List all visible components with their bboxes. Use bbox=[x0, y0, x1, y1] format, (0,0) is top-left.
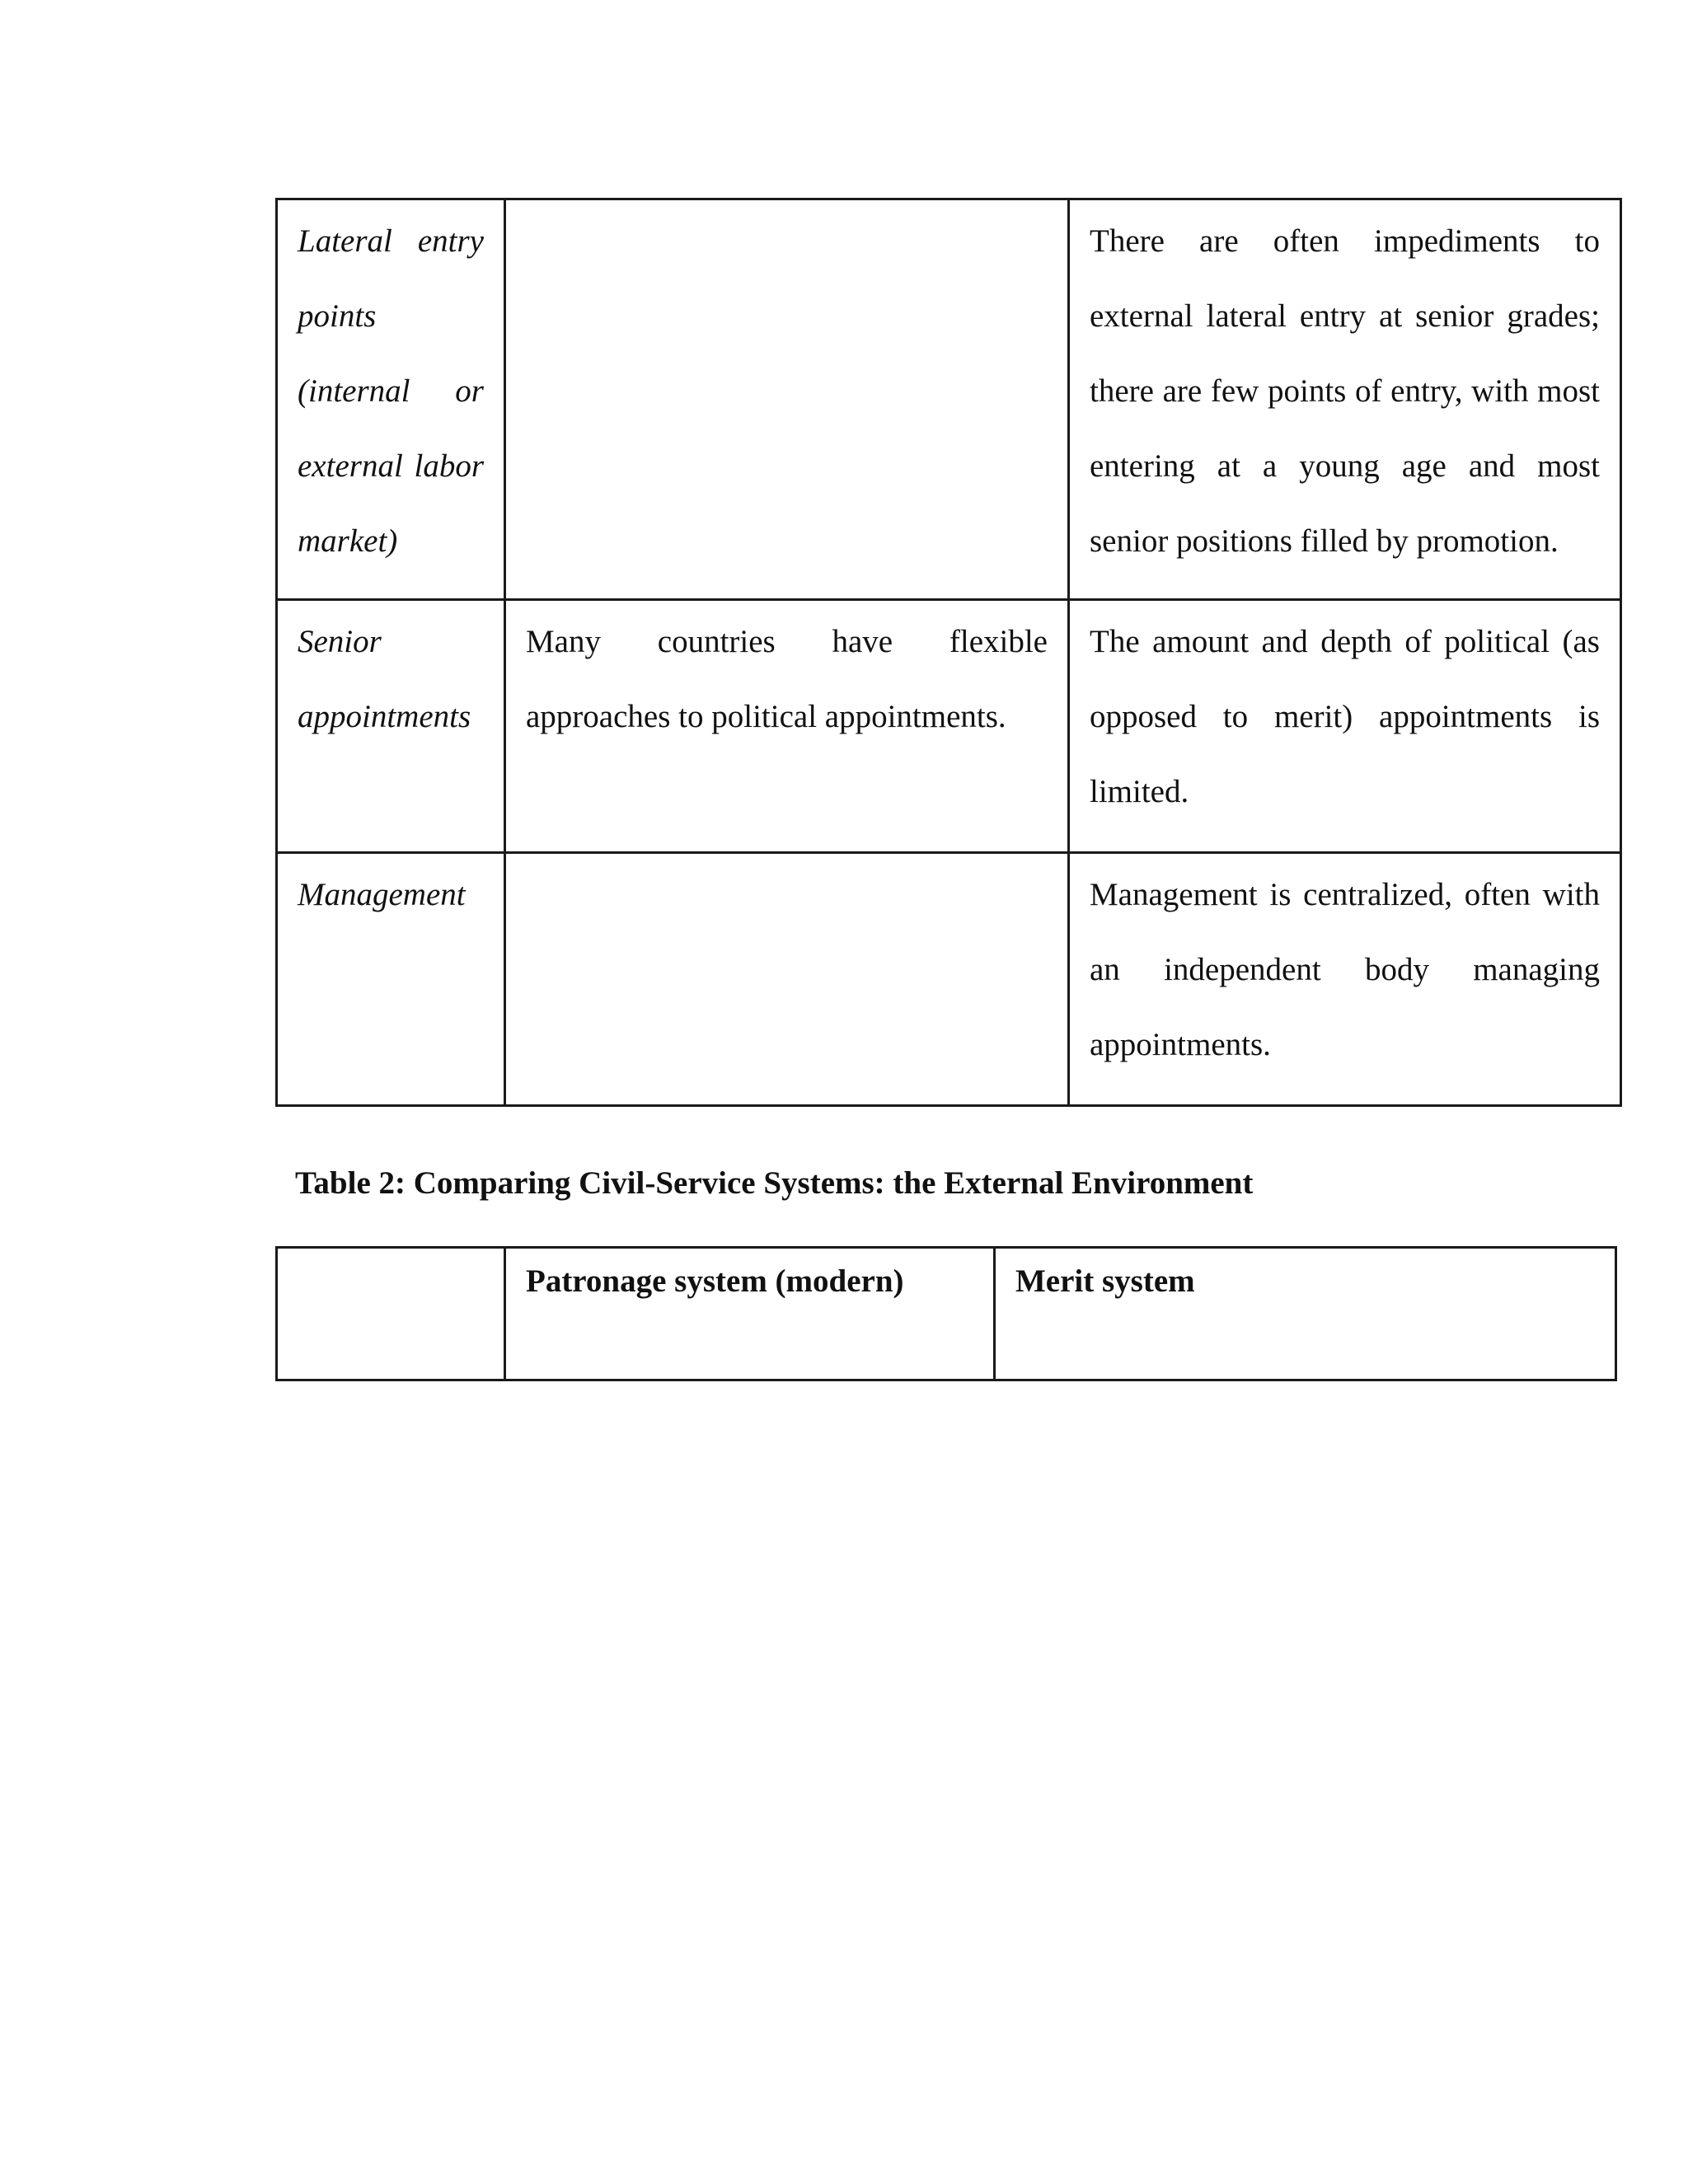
patronage-cell bbox=[505, 853, 1069, 1106]
header-cell-merit: Merit system bbox=[995, 1248, 1616, 1380]
merit-cell: Management is centralized, often with an independent body managing appointments. bbox=[1069, 853, 1621, 1106]
table-row bbox=[277, 199, 1621, 600]
row-label-senior-appointments: Senior appointments bbox=[277, 600, 505, 853]
merit-cell: The amount and depth of political (as opposed to merit) appointments is limited. bbox=[1069, 600, 1621, 853]
external-environment-table bbox=[275, 1246, 1617, 1381]
header-cell-empty bbox=[277, 1248, 505, 1380]
patronage-cell: Many countries have flexible approaches to political appointments. bbox=[505, 600, 1069, 853]
table-row bbox=[277, 600, 1621, 853]
merit-cell: There are often impediments to external lateral entry at senior grades; there are few points of entry, with most entering at a young age and most senior positions filled by promotion. bbox=[1069, 199, 1621, 600]
row-label-lateral-entry: Lateral entry points (internal or external labor market) bbox=[277, 199, 505, 600]
table-caption: Table 2: Comparing Civil-Service Systems: the External Environment bbox=[295, 1165, 1254, 1201]
comparison-table-continued bbox=[275, 198, 1622, 1107]
row-label-management: Management bbox=[277, 853, 505, 1106]
patronage-cell bbox=[505, 199, 1069, 600]
table-header-row bbox=[277, 1248, 1616, 1380]
header-cell-patronage: Patronage system (modern) bbox=[505, 1248, 995, 1380]
table-row bbox=[277, 853, 1621, 1106]
